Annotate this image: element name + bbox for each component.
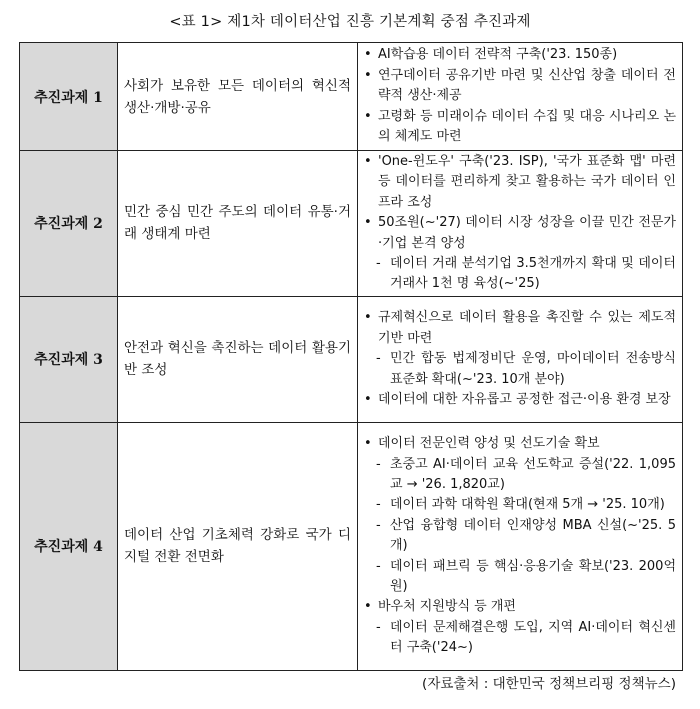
bullet-item: • 50조원(~'27) 데이터 시장 성장을 이끌 민간 전문가·기업 본격 양성	[362, 213, 676, 254]
table-title: <표 1> 제1차 데이터산업 진흥 기본계획 중점 추진과제	[169, 14, 531, 30]
sub-item: - 민간 합동 법제정비단 운영, 마이데이터 전송방식 표준화 확대(~'23. 10개 분야)	[362, 349, 676, 390]
bullet-item: • 고령화 등 미래이슈 데이터 수집 및 대응 시나리오 논의 체계도 마련	[362, 107, 676, 148]
bullet-item: • 'One-윈도우' 구축('23. ISP), '국가 표준화 맵' 마련 등 데이터를 편리하게 찾고 활용하는 국가 데이터 인프라 조성	[362, 152, 676, 213]
table-row	[20, 43, 683, 151]
tasks-table	[19, 42, 683, 671]
task-details	[358, 43, 683, 151]
bullet-item: • 연구데이터 공유기반 마련 및 신산업 창출 데이터 전략적 생산·제공	[362, 66, 676, 107]
task-label: 추진과제 3	[20, 296, 118, 422]
task-summary: 사회가 보유한 모든 데이터의 혁신적 생산·개방·공유	[118, 43, 358, 151]
bullet-item: • 데이터에 대한 자유롭고 공정한 접근·이용 환경 보장	[362, 390, 676, 410]
bullet-item: • 데이터 전문인력 양성 및 선도기술 확보	[362, 434, 676, 454]
sub-item: - 데이터 과학 대학원 확대(현재 5개 → '25. 10개)	[362, 495, 676, 515]
table-row	[20, 151, 683, 297]
task-details	[358, 151, 683, 297]
sub-item: - 데이터 거래 분석기업 3.5천개까지 확대 및 데이터 거래사 1천 명 육성(~'25)	[362, 254, 676, 295]
task-summary: 민간 중심 민간 주도의 데이터 유통·거래 생태계 마련	[118, 151, 358, 297]
bullet-item: • 규제혁신으로 데이터 활용을 촉진할 수 있는 제도적 기반 마련	[362, 308, 676, 349]
bullet-item: • AI학습용 데이터 전략적 구축('23. 150종)	[362, 45, 676, 65]
task-summary: 안전과 혁신을 촉진하는 데이터 활용기반 조성	[118, 296, 358, 422]
sub-item: - 초중고 AI·데이터 교육 선도학교 증설('22. 1,095교 → '26. 1,820교)	[362, 455, 676, 496]
sub-item: - 데이터 패브릭 등 핵심·응용기술 확보('23. 200억 원)	[362, 557, 676, 598]
bullet-item: • 바우처 지원방식 등 개편	[362, 597, 676, 617]
source-note: (자료출처 : 대한민국 정책브리핑 정책뉴스)	[422, 676, 676, 692]
table-row	[20, 296, 683, 422]
task-label: 추진과제 4	[20, 422, 118, 670]
task-label: 추진과제 1	[20, 43, 118, 151]
table-row	[20, 422, 683, 670]
task-summary: 데이터 산업 기초체력 강화로 국가 디지털 전환 전면화	[118, 422, 358, 670]
sub-item: - 산업 융합형 데이터 인재양성 MBA 신설(~'25. 5개)	[362, 516, 676, 557]
task-details	[358, 296, 683, 422]
task-details	[358, 422, 683, 670]
sub-item: - 데이터 문제해결은행 도입, 지역 AI·데이터 혁신센터 구축('24~)	[362, 618, 676, 659]
task-label: 추진과제 2	[20, 151, 118, 297]
